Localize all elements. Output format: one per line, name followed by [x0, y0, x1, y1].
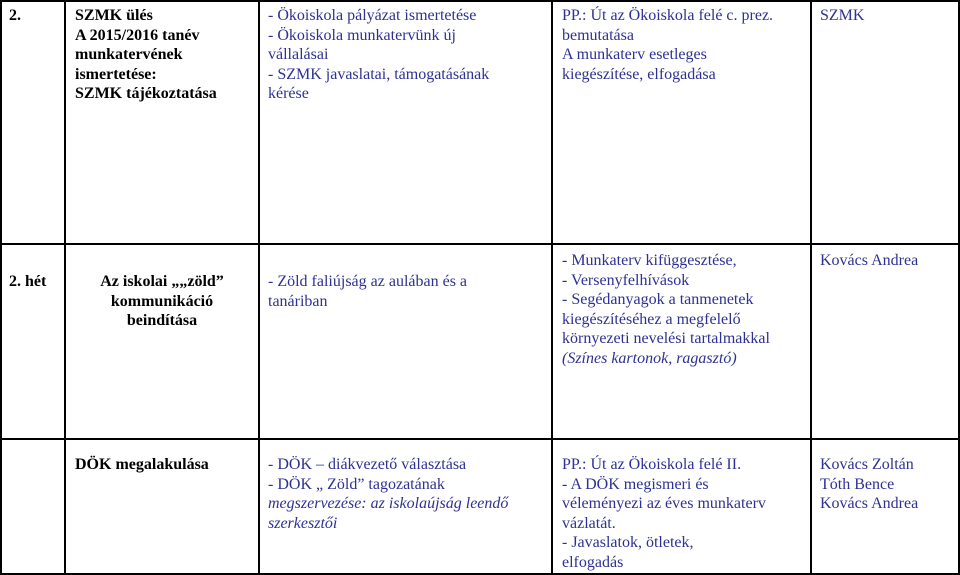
task-line: - DÖK – diákvezető választása — [268, 456, 467, 473]
row-number — [9, 272, 46, 292]
row-number-text: 2. — [9, 7, 21, 24]
method-line: - Munkaterv kifüggesztése, — [562, 252, 737, 269]
method-cell — [562, 251, 770, 368]
column-divider — [551, 0, 553, 575]
method-line: vázlatát. — [562, 514, 616, 532]
responsible-cell — [820, 251, 918, 271]
column-divider — [258, 0, 260, 575]
task-line: szerkesztői — [268, 514, 338, 532]
topic-line: A 2015/2016 tanév — [75, 26, 200, 44]
responsible-name: Kovács Andrea — [820, 495, 919, 512]
method-line: PP.: Út az Ökoiskola felé II. — [562, 456, 742, 473]
task-line: vállalásai — [268, 46, 329, 63]
method-line: környezeti nevelési tartalmakkal — [562, 330, 770, 347]
responsible-name: Kovács Zoltán — [820, 456, 914, 473]
tasks-cell — [268, 6, 489, 104]
method-line: - Versenyfelhívások — [562, 271, 690, 289]
method-line: véleményezi az éves munkaterv — [562, 495, 766, 512]
method-cell — [562, 6, 773, 84]
topic-line: munkatervének — [75, 46, 183, 63]
row-divider — [0, 243, 960, 245]
topic-line: SZMK ülés — [75, 7, 153, 24]
topic-line: DÖK megalakulása — [75, 456, 209, 473]
tasks-cell — [268, 455, 508, 533]
method-line: elfogadás — [562, 553, 624, 571]
task-line: - Ökoiskola pályázat ismertetése — [268, 7, 477, 24]
row-divider — [0, 0, 960, 2]
task-line: tanáriban — [268, 292, 328, 310]
row-number — [9, 6, 21, 26]
method-line: - A DÖK megismeri és — [562, 475, 709, 493]
topic-cell — [75, 455, 209, 475]
method-line: PP.: Út az Ökoiskola felé c. prez. — [562, 7, 774, 24]
topic-line: beindítása — [126, 312, 198, 329]
responsible-name: Kovács Andrea — [820, 252, 919, 269]
task-line: - Zöld faliújság az aulában és a — [268, 273, 468, 290]
responsible-name: SZMK — [820, 7, 865, 24]
method-line: bemutatása — [562, 26, 634, 44]
topic-line: Az iskolai „„zöld” — [100, 273, 224, 290]
row-divider — [0, 438, 960, 440]
topic-line: ismertetése: — [75, 65, 157, 83]
topic-line: kommunikáció — [110, 292, 214, 310]
topic-cell — [75, 6, 217, 104]
method-line: A munkaterv esetleges — [562, 46, 707, 63]
tasks-cell — [268, 272, 467, 311]
method-line: (Színes kartonok, ragasztó) — [562, 349, 737, 367]
method-line: - Javaslatok, ötletek, — [562, 534, 694, 551]
table-border-left — [0, 0, 2, 575]
task-line: megszervezése: az iskolaújság leendő — [268, 495, 509, 512]
responsible-name: Tóth Bence — [820, 475, 895, 493]
method-line: - Segédanyagok a tanmenetek — [562, 291, 754, 308]
task-line: - Ökoiskola munkatervünk új — [268, 26, 456, 44]
method-line: kiegészítése, elfogadása — [562, 65, 716, 83]
task-line: kérése — [268, 85, 309, 102]
method-cell — [562, 455, 766, 572]
topic-cell — [66, 272, 258, 331]
task-line: - SZMK javaslatai, támogatásának — [268, 65, 490, 83]
column-divider — [810, 0, 812, 575]
method-line: kiegészítéséhez a megfelelő — [562, 310, 741, 328]
task-line: - DÖK „ Zöld” tagozatának — [268, 475, 445, 493]
topic-line: SZMK tájékoztatása — [75, 85, 217, 102]
row-number-text: 2. hét — [9, 273, 47, 290]
responsible-cell — [820, 6, 864, 26]
responsible-cell — [820, 455, 918, 514]
